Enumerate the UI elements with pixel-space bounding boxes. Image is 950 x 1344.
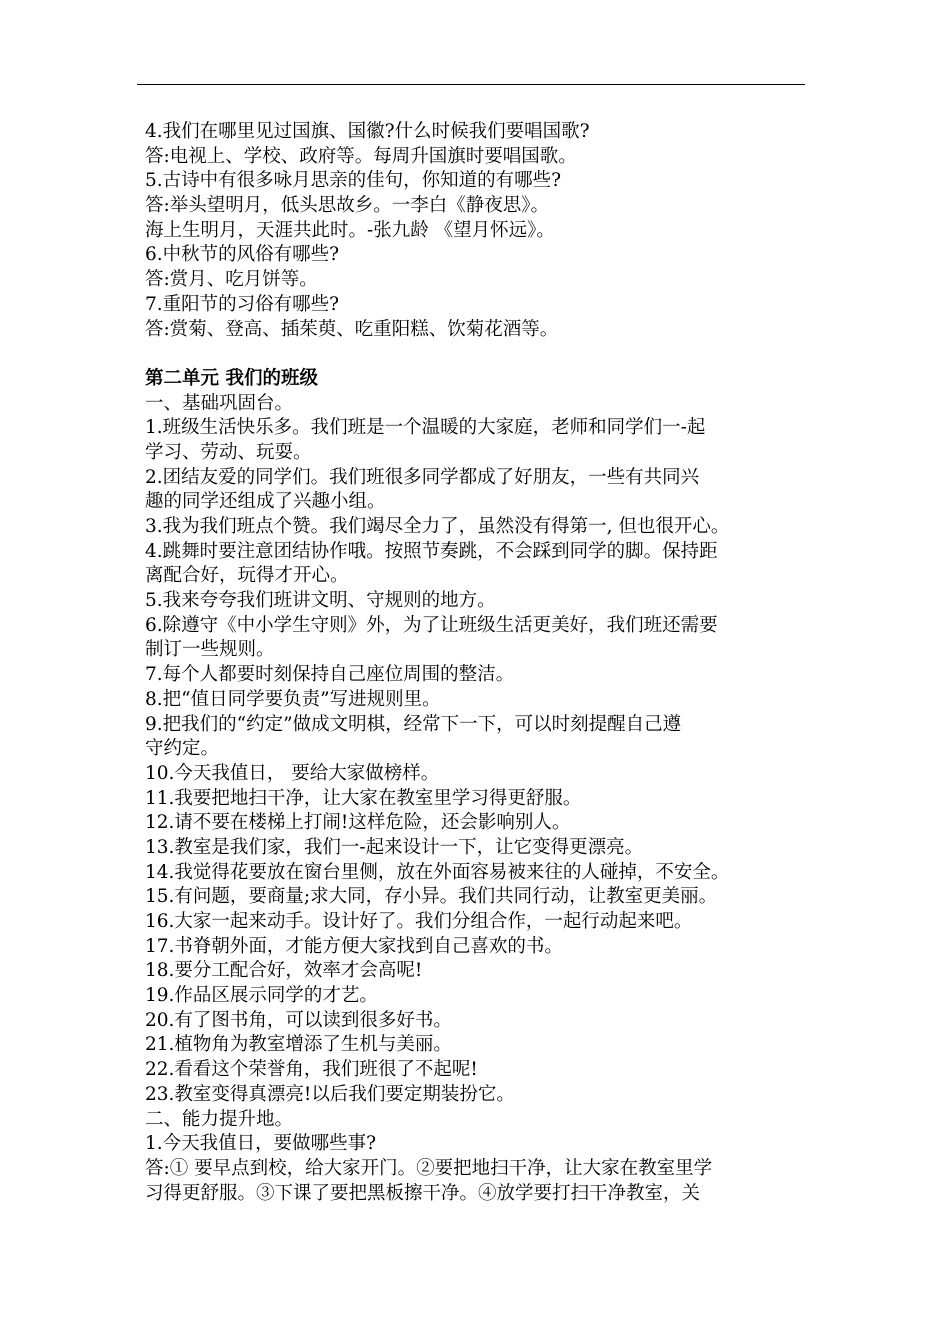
header-rule	[137, 84, 805, 85]
text-line: 20.有了图书角，可以读到很多好书。	[145, 1009, 452, 1031]
paragraph-spacer	[145, 342, 817, 367]
text-line: 19.作品区展示同学的才艺。	[145, 985, 378, 1007]
text-line: 答:电视上、学校、政府等。每周升国旗时要唱国歌。	[145, 145, 577, 167]
text-line: 答:赏菊、登高、插茱萸、吃重阳糕、饮菊花酒等。	[145, 318, 559, 340]
text-line: 7.重阳节的习俗有哪些?	[145, 293, 340, 315]
text-line: 5.古诗中有很多咏月思亲的佳句，你知道的有哪些?	[145, 170, 562, 192]
text-line: 6.中秋节的风俗有哪些?	[145, 244, 340, 266]
text-line: 海上生明月，天涯共此时。-张九龄 《望月怀远》。	[145, 219, 555, 241]
text-line: 1.今天我值日，要做哪些事?	[145, 1133, 377, 1155]
text-line: 制订一些规则。	[145, 639, 275, 661]
text-line: 10.今天我值日， 要给大家做榜样。	[145, 762, 440, 784]
text-line: 14.我觉得花要放在窗台里侧，放在外面容易被来往的人碰掉，不安全。	[145, 861, 730, 883]
text-line: 2.团结友爱的同学们。我们班很多同学都成了好朋友，一些有共同兴	[145, 466, 700, 488]
text-line: 18.要分工配合好，效率才会高呢!	[145, 960, 423, 982]
document-body	[145, 120, 817, 1206]
text-line: 8.把“值日同学要负责”写进规则里。	[145, 688, 441, 710]
text-line: 5.我来夸夸我们班讲文明、守规则的地方。	[145, 590, 496, 612]
text-line: 6.除遵守《中小学生守则》外，为了让班级生活更美好，我们班还需要	[145, 614, 718, 636]
text-line: 二、能力提升地。	[145, 1108, 294, 1130]
text-line: 9.把我们的“约定”做成文明棋，经常下一下，可以时刻提醒自己遵	[145, 713, 682, 735]
text-line: 13.教室是我们家，我们一-起来设计一下，让它变得更漂亮。	[145, 836, 644, 858]
text-line: 4.跳舞时要注意团结协作哦。按照节奏跳，不会踩到同学的脚。保持距	[145, 540, 718, 562]
text-line: 21.植物角为教室增添了生机与美丽。	[145, 1034, 452, 1056]
text-line: 16.大家一起来动手。设计好了。我们分组合作，一起行动起来吧。	[145, 911, 693, 932]
text-line: 答:赏月、吃月饼等。	[145, 269, 318, 291]
text-line: 11.我要把地扫干净，让大家在教室里学习得更舒服。	[145, 787, 582, 809]
text-line: 22.看看这个荣誉角，我们班很了不起呢!	[145, 1059, 478, 1081]
text-line: 15.有问题，要商量;求大同，存小异。我们共同行动，让教室更美丽。	[145, 886, 718, 908]
text-line: 4.我们在哪里见过国旗、国徽?什么时候我们要唱国歌?	[145, 121, 590, 142]
text-line: 17.书脊朝外面，才能方便大家找到自己喜欢的书。	[145, 935, 563, 957]
text-line: 一、基础巩固台。	[145, 392, 294, 414]
text-line: 离配合好，玩得才开心。	[145, 565, 349, 587]
text-line: 12.请不要在楼梯上打闹!这样危险，还会影响别人。	[145, 812, 571, 834]
text-line: 23.教室变得真漂亮!以后我们要定期装扮它。	[145, 1083, 515, 1105]
text-line: 趣的同学还组成了兴趣小组。	[145, 491, 386, 513]
text-line: 习得更舒服。③下课了要把黑板擦干净。④放学要打扫干净教室，关	[145, 1182, 701, 1204]
text-line: 守约定。	[145, 738, 220, 760]
text-line: 答:举头望明月，低头思故乡。一李白《静夜思》。	[145, 195, 549, 217]
text-line: 答:① 要早点到校，给大家开门。②要把地扫干净，让大家在教室里学	[145, 1157, 713, 1179]
text-line: 学习、劳动、玩耍。	[145, 441, 312, 463]
section-heading: 第二单元 我们的班级	[145, 367, 318, 389]
text-line: 7.每个人都要时刻保持自己座位周围的整洁。	[145, 664, 515, 686]
text-line: 1.班级生活快乐多。我们班是一个温暖的大家庭，老师和同学们一-起	[145, 417, 706, 439]
text-line: 3.我为我们班点个赞。我们竭尽全力了，虽然没有得第一, 但也很开心。	[145, 516, 730, 537]
